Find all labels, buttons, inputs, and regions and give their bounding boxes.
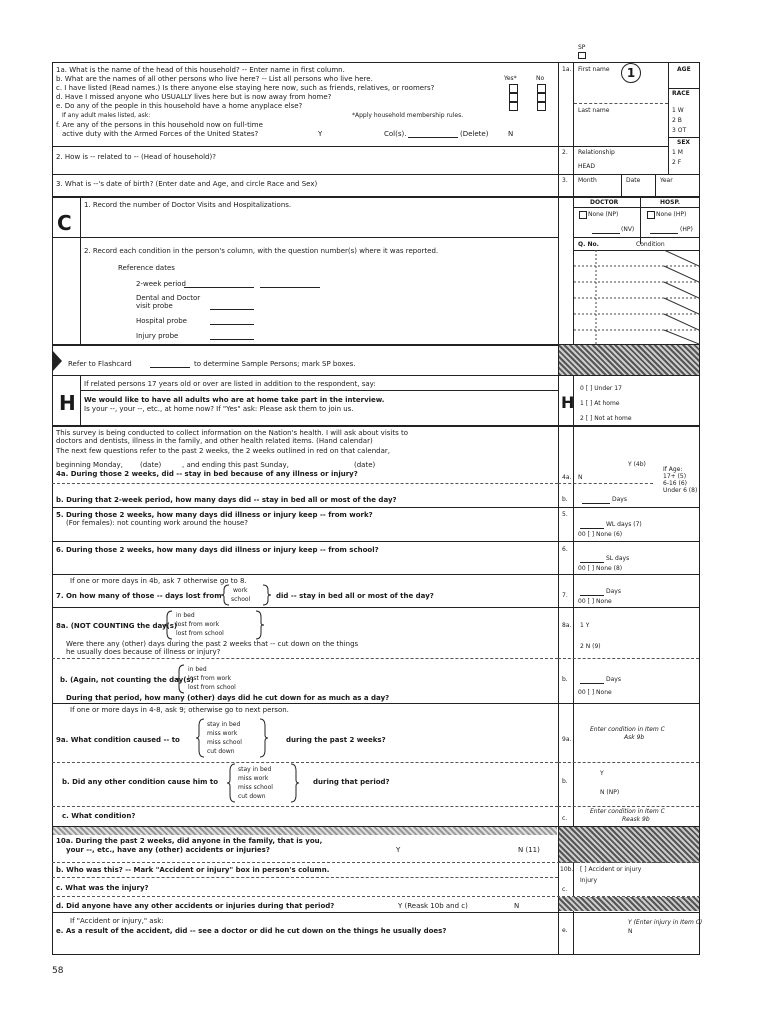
q9a-enter-condition: Enter condition in Item C [590, 726, 665, 733]
q1f-y-label: Y [318, 130, 323, 138]
doctor-visits-blank[interactable] [592, 227, 620, 234]
dental-doctor-label: Dental and Doctor [136, 294, 201, 302]
r-num-7: 7. [562, 592, 568, 599]
section-c-item1: 1. Record the number of Doctor Visits and Hospitalizations. [84, 201, 292, 209]
column-number-circle: 1 [621, 63, 641, 83]
q10e-no-option[interactable]: N [628, 928, 633, 935]
q8a-text2: Were there any (other) days during the past 2 weeks that -- cut down on the things [66, 640, 359, 648]
month-label: Month [578, 177, 597, 184]
q4b-text: b. During that 2-week period, how many days did -- stay in bed all or most of the day? [56, 496, 397, 504]
q10d-text: d. Did anyone have any other accidents or injuries during that period? [56, 902, 335, 910]
r-num-9b: b. [562, 778, 568, 785]
q8b-text: b. (Again, not counting the day(s) [60, 676, 194, 684]
sp-checkbox[interactable] [578, 52, 586, 59]
section-h-letter-right: H [561, 393, 575, 412]
q9b-text2: during that period? [313, 778, 390, 786]
q7-days-label: Days [606, 588, 621, 595]
h-opt-under17[interactable]: 0 [ ] Under 17 [580, 385, 622, 392]
q1e-no-box[interactable] [537, 102, 546, 111]
q1c-yes-box[interactable] [509, 84, 518, 93]
q9b-brace-icon [227, 763, 299, 803]
race-opt-w[interactable]: 1 W [672, 107, 684, 114]
q6-sl-label: SL days [606, 555, 630, 562]
q10d-no-label[interactable]: N [514, 902, 520, 910]
section-h-line3: Is your --, your --, etc., at home now? If "Yes" ask: Please ask them to join us. [84, 405, 354, 413]
q9b-yes-option[interactable]: Y [600, 770, 604, 777]
section-c-letter: C [57, 211, 72, 235]
q7-brace-icon [221, 584, 271, 606]
q1d-no-box[interactable] [537, 93, 546, 102]
q9a-brace-school: miss school [207, 739, 242, 746]
date-label: Date [626, 177, 641, 184]
q9-instruction: If one or more days in 4-8, ask 9; otherwise go to next person. [70, 706, 289, 714]
q7-none-option[interactable]: 00 [ ] None [578, 598, 612, 605]
q1c-no-box[interactable] [537, 84, 546, 93]
q8a-text3: he usually does because of illness or injury? [66, 648, 221, 656]
q8b-brace-work: lost from work [188, 675, 232, 682]
q1d-yes-box[interactable] [509, 93, 518, 102]
first-name-label: First name [578, 66, 610, 73]
q5-text: 5. During those 2 weeks, how many days did illness or injury keep -- from work? [56, 511, 373, 519]
q10c-injury-label: Injury [580, 877, 598, 884]
hosp-none-label: None (HP) [656, 211, 687, 218]
q1f-delete-label: (Delete) [460, 130, 489, 138]
q1e-text: e. Do any of the people in this household have a home anyplace else? [56, 102, 303, 110]
q1f-text2: active duty with the Armed Forces of the United States? [62, 130, 259, 138]
shaded-block-1 [559, 345, 699, 375]
two-week-label: 2-week period [136, 280, 186, 288]
q5-wl-blank[interactable] [580, 522, 604, 529]
q9c-text: c. What condition? [62, 812, 136, 820]
q-no-label: Q. No. [578, 241, 599, 248]
hospital-probe-label: Hospital probe [136, 317, 187, 325]
visit-probe-label: visit probe [136, 302, 173, 310]
q10e-instruction: If "Accident or injury," ask: [70, 917, 164, 925]
q8a-brace-bed: in bed [176, 612, 195, 619]
q9b-no-option[interactable]: N (NP) [600, 789, 620, 796]
r-num-1a: 1a. [562, 66, 572, 73]
last-name-label: Last name [578, 107, 610, 114]
q9b-brace-bed: stay in bed [238, 766, 272, 773]
r-num-8b: b. [562, 676, 568, 683]
q8a-no-option[interactable]: 2 N (9) [580, 643, 601, 650]
q9a-text: 9a. What condition caused -- to [56, 736, 180, 744]
q4-age-17: 17+ (5) [663, 473, 687, 480]
r-num-4a: 4a. [562, 474, 572, 481]
arrow-marker-icon [52, 350, 62, 372]
q1f-col-label: Col(s). [384, 130, 407, 138]
nv-label: (NV) [621, 226, 635, 233]
sex-label: SEX [677, 139, 691, 146]
r-num-2: 2. [562, 149, 568, 156]
q10a-yes-label[interactable]: Y [396, 846, 401, 854]
r-num-9a: 9a. [562, 736, 572, 743]
r-num-4b: b. [562, 496, 568, 503]
q5-wl-label: WL days (7) [606, 521, 642, 528]
section-c-item2: 2. Record each condition in the person's column, with the question number(s) where it was reported. [84, 247, 439, 255]
hosp-none-box[interactable] [647, 211, 655, 219]
q10b-accident-option[interactable]: [ ] Accident or injury [580, 866, 642, 873]
intro-line2: doctors and dentists, illness in the family, and other health related items. (Hand calendar) [56, 437, 373, 445]
sex-opt-m[interactable]: 1 M [672, 149, 683, 156]
q8a-brace-work: lost from work [176, 621, 220, 628]
q1d-text: d. Have I missed anyone who USUALLY lives here but is now away from home? [56, 93, 332, 101]
q4-yes-option[interactable]: Y (4b) [628, 461, 646, 468]
q8b-none-option[interactable]: 00 [ ] None [578, 689, 612, 696]
shaded-strip [53, 827, 557, 835]
q7-days-blank[interactable] [580, 589, 604, 596]
q1-membership-note: *Apply household membership rules. [352, 112, 464, 119]
q7-text: 7. On how many of those -- days lost from [56, 592, 222, 600]
flashcard-text: Refer to Flashcard [68, 360, 132, 368]
q8b-brace-icon [176, 664, 276, 694]
age-label: AGE [677, 66, 691, 73]
injury-probe-blank[interactable] [210, 333, 254, 340]
q8b-brace-school: lost from school [188, 684, 236, 691]
flashcard-blank[interactable] [150, 361, 190, 368]
q5-none-option[interactable]: 00 [ ] None (6) [578, 531, 623, 538]
q1e-adult-note: If any adult males listed, ask: [62, 112, 151, 119]
two-week-end-blank[interactable] [260, 281, 320, 288]
intro-line4-begin: beginning Monday, [56, 461, 123, 469]
q8b-text2: During that period, how many (other) days did he cut down for as much as a day? [66, 694, 390, 702]
q9b-text: b. Did any other condition cause him to [62, 778, 219, 786]
r-num-3: 3. [562, 177, 568, 184]
q8a-yes-option[interactable]: 1 Y [580, 622, 590, 629]
q4-no-option[interactable]: N [578, 474, 583, 481]
q9b-brace-school: miss school [238, 784, 273, 791]
two-week-start-blank[interactable] [184, 281, 254, 288]
q4-age-label: If Age: [663, 466, 683, 473]
q6-sl-blank[interactable] [580, 556, 604, 563]
q1f-n-label: N [508, 130, 514, 138]
visit-probe-blank[interactable] [210, 303, 254, 310]
flashcard-text2: to determine Sample Persons; mark SP boxes. [194, 360, 356, 368]
r-num-8a: 8a. [562, 622, 572, 629]
condition-label: Condition [636, 241, 665, 248]
sp-label: SP [578, 44, 586, 51]
section-h-line1: If related persons 17 years old or over are listed in addition to the respondent, say: [84, 380, 376, 388]
q9c-enter-condition: Enter condition in Item C [590, 808, 665, 815]
r-num-10c: c. [562, 886, 568, 893]
r-num-9c: c. [562, 815, 568, 822]
intro-line1: This survey is being conducted to collect information on the Nation's health. I will ask about visits to [56, 429, 408, 437]
q4b-days-label: Days [612, 496, 627, 503]
q7-instruction: If one or more days in 4b, ask 7 otherwise go to 8. [70, 577, 247, 585]
q10b-text: b. Who was this? -- Mark "Accident or injury" box in person's column. [56, 866, 330, 874]
hp-label: (HP) [680, 226, 693, 233]
doctor-none-box[interactable] [579, 211, 587, 219]
race-label: RACE [672, 90, 690, 97]
q8a-brace-school: lost from school [176, 630, 224, 637]
q7-text2: did -- stay in bed all or most of the day? [276, 592, 434, 600]
q9c-reask-9b: Reask 9b [622, 816, 650, 823]
q9b-brace-cut: cut down [238, 793, 266, 800]
q6-text: 6. During those 2 weeks, how many days did illness or injury keep -- from school? [56, 546, 379, 554]
q4-age-under6: Under 6 (8) [663, 487, 698, 494]
intro-line4-mid: , and ending this past Sunday, [182, 461, 289, 469]
q4a-text: 4a. During those 2 weeks, did -- stay in bed because of any illness or injury? [56, 470, 358, 478]
q6-none-option[interactable]: 00 [ ] None (8) [578, 565, 623, 572]
q9b-brace-work: miss work [238, 775, 269, 782]
q8b-days-label: Days [606, 676, 621, 683]
q5-text2: (For females): not counting work around the house? [66, 519, 249, 527]
head-label: HEAD [578, 163, 596, 170]
hospital-probe-blank[interactable] [210, 318, 254, 325]
q10c-text: c. What was the injury? [56, 884, 149, 892]
q1a-text: 1a. What is the name of the head of this household? -- Enter name in first column. [56, 66, 345, 74]
doctor-label: DOCTOR [590, 199, 619, 206]
q1-no-label: No [536, 75, 545, 82]
race-opt-b[interactable]: 2 B [672, 117, 682, 124]
h-opt-at-home[interactable]: 1 [ ] At home [580, 400, 620, 407]
section-h-letter: H [59, 391, 76, 415]
intro-date2: (date) [354, 461, 376, 469]
injury-probe-label: Injury probe [136, 332, 179, 340]
q10a-text2: your --, etc., have any (other) accidents or injuries? [66, 846, 270, 854]
q1-yes-label: Yes* [504, 75, 517, 82]
relationship-label: Relationship [578, 149, 615, 156]
q10a-no-label[interactable]: N (11) [518, 846, 540, 854]
q4b-days-blank[interactable] [582, 497, 610, 504]
shaded-block-3 [559, 897, 699, 911]
q4-age-6-16: 6-16 (6) [663, 480, 688, 487]
q1e-yes-box[interactable] [509, 102, 518, 111]
q3-text: 3. What is --'s date of birth? (Enter date and Age, and circle Race and Sex) [56, 180, 318, 188]
r-num-10e: e. [562, 927, 568, 934]
sex-opt-f[interactable]: 2 F [672, 159, 682, 166]
q9a-brace-bed: stay in bed [207, 721, 241, 728]
r-num-6: 6. [562, 546, 568, 553]
q10a-text: 10a. During the past 2 weeks, did anyone in the family, that is you, [56, 837, 323, 845]
q9a-brace-icon [196, 718, 268, 758]
doctor-none-label: None (NP) [588, 211, 619, 218]
q10e-text: e. As a result of the accident, did -- see a doctor or did he cut down on the things he usually does? [56, 927, 447, 935]
condition-grid[interactable] [574, 250, 699, 344]
q1c-text: c. I have listed (Read names.) Is there anyone else staying here now, such as friends, relatives, or roomers? [56, 84, 435, 92]
race-opt-ot[interactable]: 3 OT [672, 127, 687, 134]
year-label: Year [660, 177, 673, 184]
q1b-text: b. What are the names of all other persons who live here? -- List all persons who live here. [56, 75, 373, 83]
q10d-yes-label[interactable]: Y (Reask 10b and c) [398, 902, 468, 910]
q8a-brace-icon [164, 610, 264, 640]
q7-brace-school: school [231, 596, 251, 603]
reference-dates-label: Reference dates [118, 264, 175, 272]
intro-line3: The next few questions refer to the past 2 weeks, the 2 weeks outlined in red on that calendar, [56, 447, 390, 455]
r-num-10b: 10b. [560, 866, 574, 873]
shaded-block-2 [559, 827, 699, 863]
q1f-text: f. Are any of the persons in this household now on full-time [56, 121, 263, 129]
h-opt-not-home[interactable]: 2 [ ] Not at home [580, 415, 632, 422]
q8b-days-blank[interactable] [580, 677, 604, 684]
q8b-brace-bed: in bed [188, 666, 207, 673]
hosp-label: HOSP. [660, 199, 681, 206]
q9a-brace-cut: cut down [207, 748, 235, 755]
q2-text: 2. How is -- related to -- (Head of household)? [56, 153, 216, 161]
q1f-col-blank[interactable] [408, 131, 458, 138]
q9a-brace-work: miss work [207, 730, 238, 737]
r-num-5: 5. [562, 511, 568, 518]
q9a-ask-9b: Ask 9b [624, 734, 645, 741]
page-number: 58 [52, 966, 64, 976]
intro-date1: (date) [140, 461, 162, 469]
section-h-line2: We would like to have all adults who are at home take part in the interview. [84, 396, 385, 404]
q7-brace-work: work [233, 587, 248, 594]
q10e-yes-option[interactable]: Y (Enter injury in Item C) [628, 919, 703, 926]
hosp-blank[interactable] [650, 227, 678, 234]
q9a-text2: during the past 2 weeks? [286, 736, 386, 744]
q8a-text: 8a. (NOT COUNTING the day(s) [56, 622, 178, 630]
